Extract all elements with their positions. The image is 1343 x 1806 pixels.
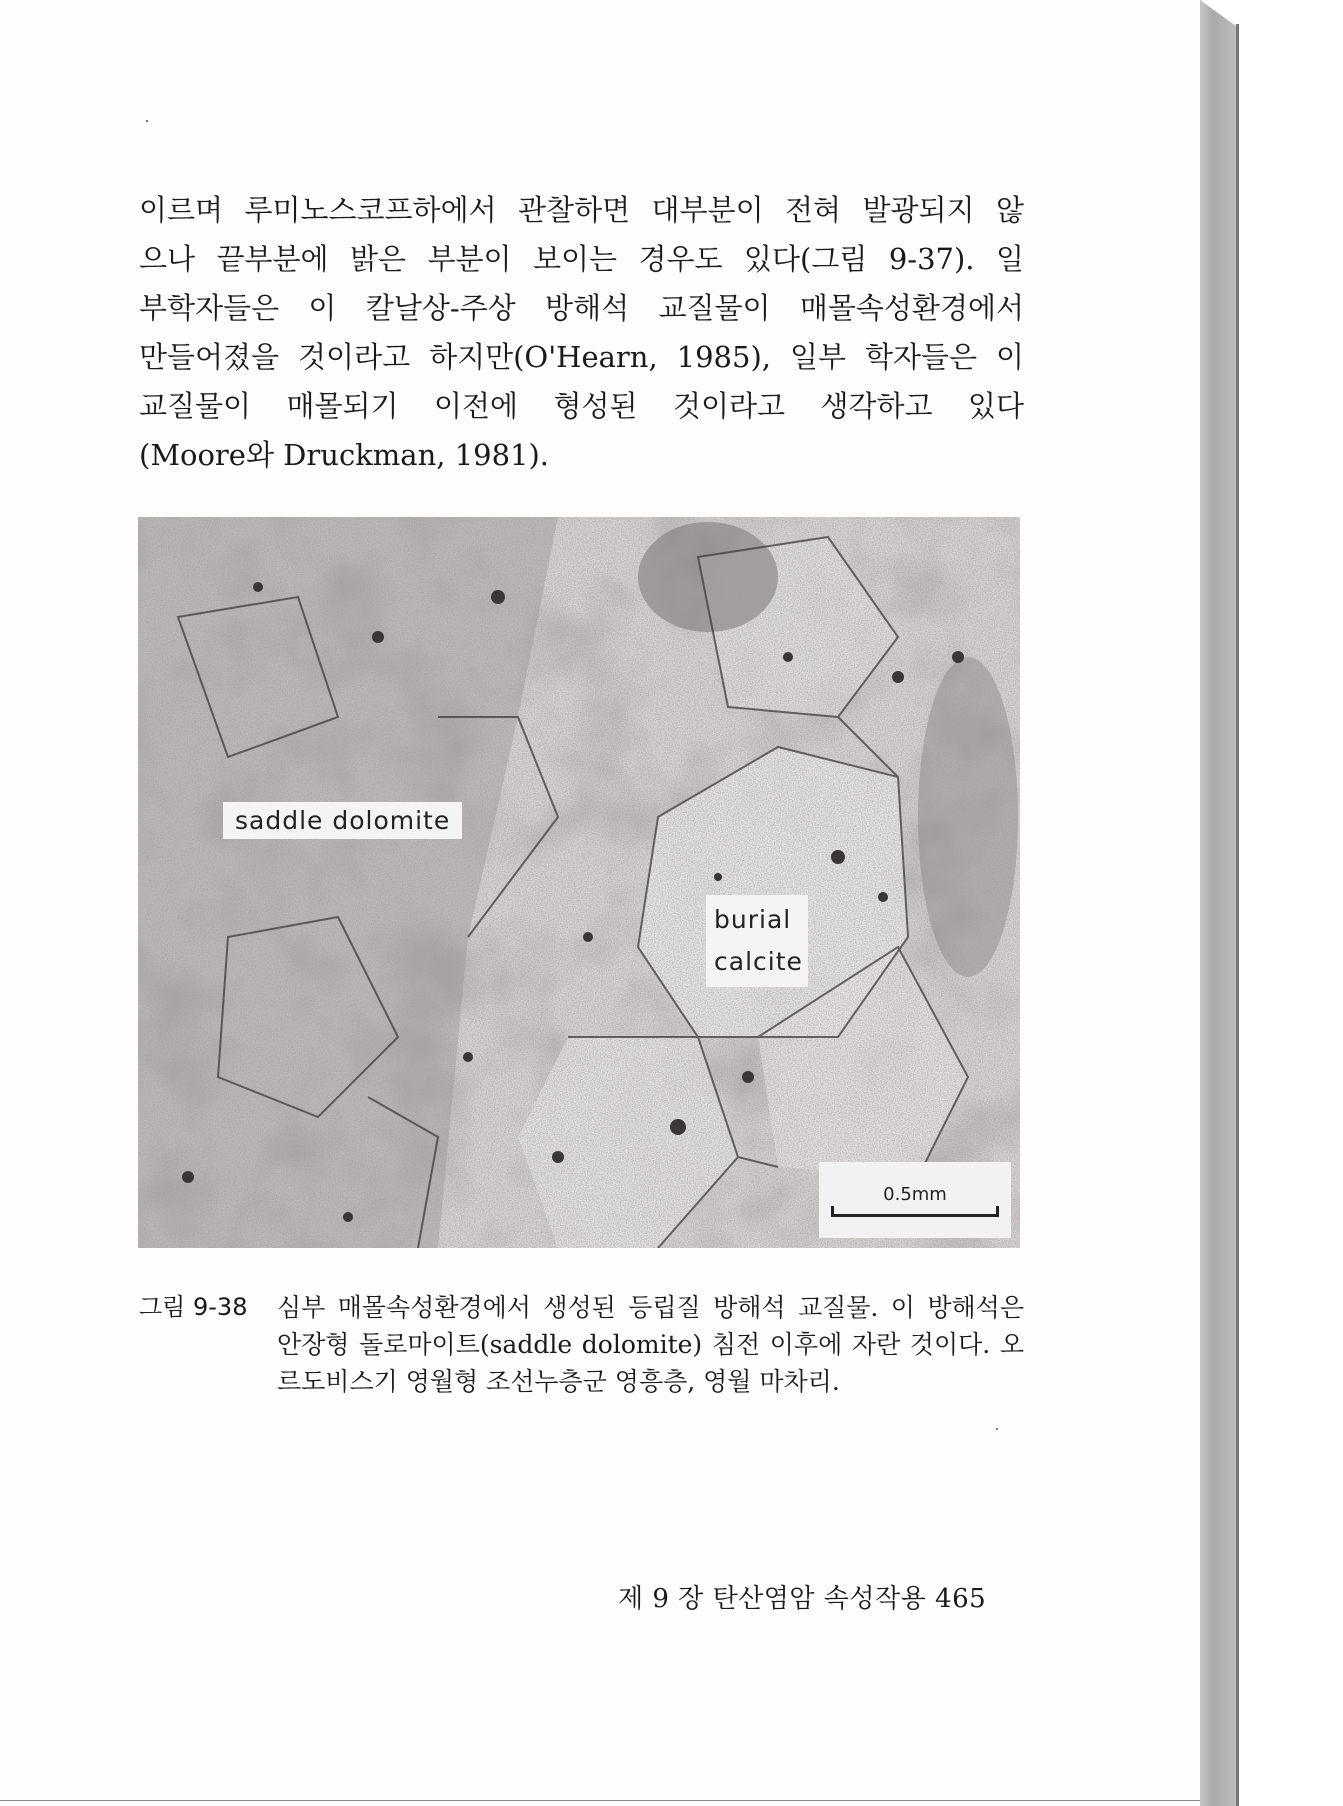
- page-footer: 제 9 장 탄산염암 속성작용 465: [618, 1584, 987, 1614]
- speck: [146, 120, 148, 122]
- body-line: 교질물이 매몰되기 이전에 형성된 것이라고 생각하고 있다: [139, 389, 1024, 423]
- speck: [996, 1428, 998, 1430]
- saddle-dolomite-label: saddle dolomite: [223, 802, 462, 839]
- page-stack-shadow: [1236, 24, 1239, 1806]
- scale-bar-line: [831, 1214, 999, 1217]
- body-line: 만들어졌을 것이라고 하지만(O'Hearn, 1985), 일부 학자들은 이: [139, 340, 1024, 374]
- body-line: 으나 끝부분에 밝은 부분이 보이는 경우도 있다(그림 9-37). 일: [139, 242, 1024, 276]
- body-line: 이르며 루미노스코프하에서 관찰하면 대부분이 전혀 발광되지 않: [139, 193, 1024, 227]
- micrograph-image: [138, 517, 1020, 1248]
- caption-label: 그림 9-38: [139, 1293, 248, 1321]
- burial-calcite-label-line-2: calcite: [714, 947, 803, 976]
- body-line: 부학자들은 이 칼날상-주상 방해석 교질물이 매몰속성환경에서: [139, 291, 1024, 325]
- micrograph-figure: [138, 517, 1020, 1248]
- body-paragraph: [139, 186, 1024, 480]
- scale-bar-tick-right: [996, 1206, 999, 1217]
- scale-bar-label: 0.5mm: [883, 1184, 947, 1205]
- scale-bar: [819, 1162, 1011, 1238]
- figure-caption: [139, 1289, 1024, 1400]
- body-line: (Moore와 Druckman, 1981).: [139, 438, 550, 472]
- burial-calcite-label: [706, 895, 808, 987]
- caption-text: 심부 매몰속성환경에서 생성된 등립질 방해석 교질물. 이 방해석은 안장형 돌로마이트(saddle dolomite) 침전 이후에 자란 것이다. 오르도비스기 영월형 조선누층군 영흥층, 영월 마차리.: [277, 1293, 1024, 1396]
- page-stack-edge: [1200, 0, 1236, 1806]
- burial-calcite-label-line-1: burial: [714, 905, 792, 934]
